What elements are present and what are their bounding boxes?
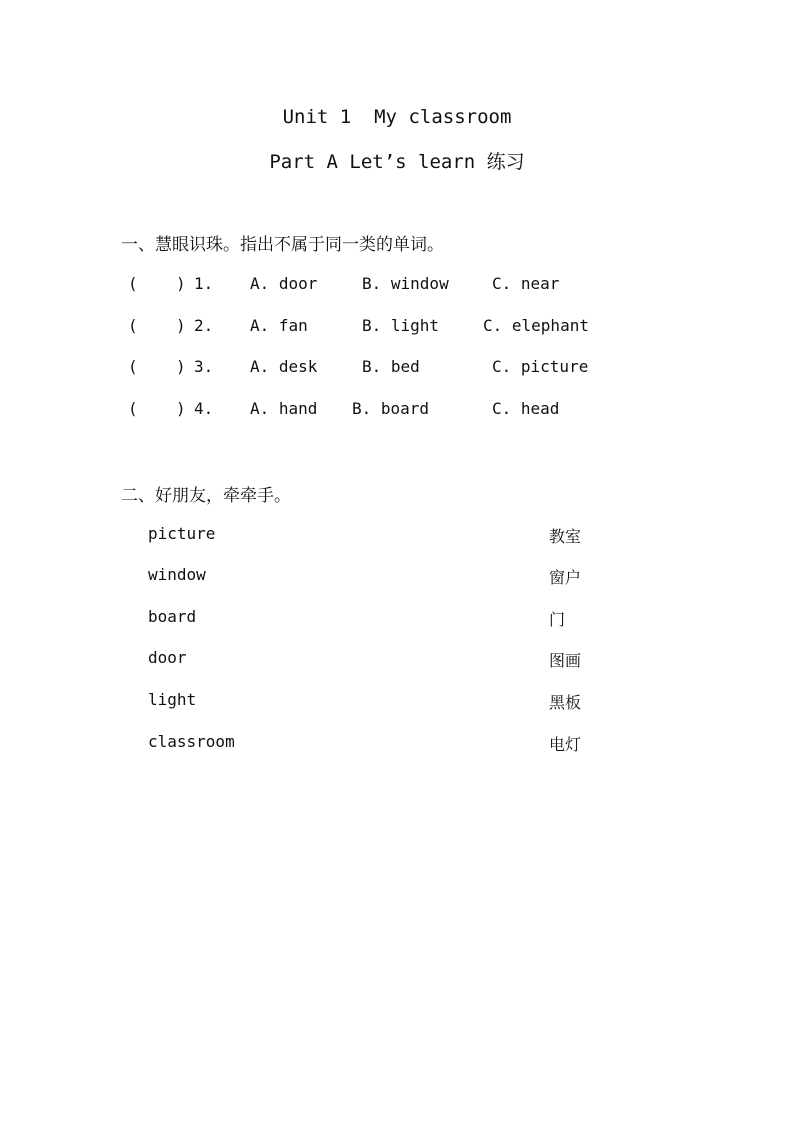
answer-paren-open: ( <box>128 357 138 376</box>
match-row <box>0 524 794 548</box>
match-chinese-word: 窗户 <box>549 568 582 587</box>
option-b: B. window <box>362 274 449 293</box>
part-title: Part A Let’s learn 练习 <box>269 151 525 173</box>
match-english-word: picture <box>148 524 216 543</box>
option-b: B. board <box>352 399 430 418</box>
question-number: 4. <box>194 399 214 418</box>
question-number: 2. <box>194 316 214 335</box>
unit-title: Unit 1 My classroom <box>282 106 512 128</box>
question-number: 3. <box>194 357 214 376</box>
question-number: 1. <box>194 274 214 293</box>
answer-paren-close: ) <box>176 274 186 293</box>
answer-paren-open: ( <box>128 399 138 418</box>
option-c: C. picture <box>492 357 589 376</box>
option-b: B. light <box>362 316 440 335</box>
answer-paren-close: ) <box>176 357 186 376</box>
option-a: A. fan <box>250 316 308 335</box>
match-chinese-word: 门 <box>549 610 566 629</box>
match-row <box>0 565 794 589</box>
match-row <box>0 648 794 672</box>
match-english-word: light <box>148 690 197 709</box>
answer-paren-close: ) <box>176 316 186 335</box>
match-chinese-word: 黑板 <box>549 693 582 712</box>
match-row <box>0 607 794 631</box>
option-c: C. near <box>492 274 560 293</box>
match-row <box>0 690 794 714</box>
match-english-word: door <box>148 648 187 667</box>
answer-paren-open: ( <box>128 274 138 293</box>
match-row <box>0 732 794 756</box>
match-english-word: window <box>148 565 206 584</box>
option-a: A. desk <box>250 357 318 376</box>
match-chinese-word: 教室 <box>549 527 582 546</box>
question-row <box>0 399 794 423</box>
question-row <box>0 274 794 298</box>
match-english-word: classroom <box>148 732 235 751</box>
match-chinese-word: 图画 <box>549 651 582 670</box>
option-c: C. elephant <box>483 316 589 335</box>
question-row <box>0 316 794 340</box>
option-a: A. door <box>250 274 318 293</box>
section2-heading: 二、好朋友，牵牵手。 <box>121 486 291 506</box>
option-a: A. hand <box>250 399 318 418</box>
option-b: B. bed <box>362 357 420 376</box>
question-row <box>0 357 794 381</box>
option-c: C. head <box>492 399 560 418</box>
answer-paren-close: ) <box>176 399 186 418</box>
answer-paren-open: ( <box>128 316 138 335</box>
match-chinese-word: 电灯 <box>549 735 582 754</box>
section1-heading: 一、慧眼识珠。指出不属于同一类的单词。 <box>121 235 444 255</box>
match-english-word: board <box>148 607 197 626</box>
